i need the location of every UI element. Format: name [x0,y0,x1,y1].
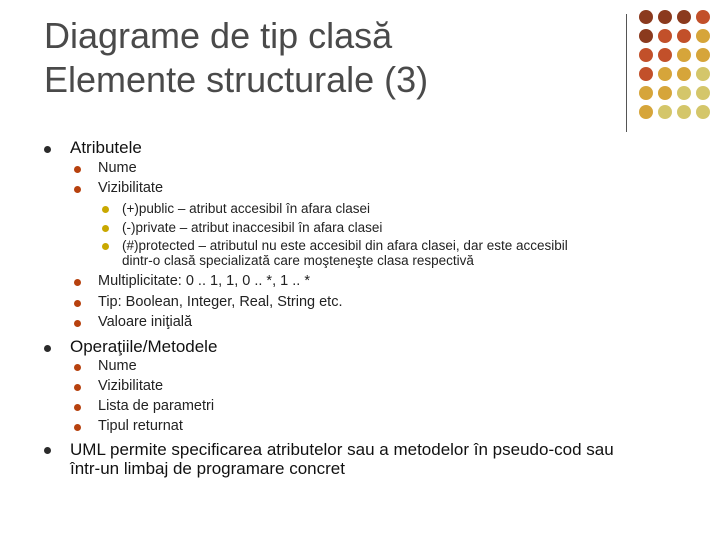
bullet-dot [44,345,51,352]
visibility-item [122,220,382,235]
slide-title-line-2: Elemente structurale (3) [44,59,429,100]
operations-heading: Operaţiile/Metodele [70,337,218,356]
operations-item-label: Vizibilitate [98,378,164,394]
visibility-item-label: (-)private – atribut inaccesibil în afara clasei [122,220,383,235]
attributes-item [98,294,343,310]
bullet-dot [102,206,109,213]
bullet-uml-note [70,440,614,478]
bullet-dot [44,447,51,454]
visibility-item [122,201,370,216]
bullet-dot [102,225,109,232]
attributes-item-label: Nume [98,160,137,176]
visibility-item-protected [122,238,568,268]
protected-line-2: dintr-o clasă specializată care moşteneşte clasa respectivă [122,253,474,268]
bullet-operations [70,337,217,357]
operations-item-label: Tipul returnat [98,418,183,434]
attributes-item [98,160,137,176]
bullet-dot [74,300,81,307]
attributes-item [98,273,310,289]
bullet-dot [74,186,81,193]
bullet-dot [74,166,81,173]
attributes-item [98,180,163,196]
attributes-item-label: Multiplicitate: 0 .. 1, 1, 0 .. *, 1 .. * [98,273,310,289]
bullet-dot [102,243,109,250]
operations-item [98,418,183,434]
operations-item [98,358,137,374]
operations-item-label: Lista de parametri [98,398,215,414]
bullet-dot [74,404,81,411]
attributes-item-label: Tip: Boolean, Integer, Real, String etc. [98,294,343,310]
bullet-dot [74,279,81,286]
protected-line-1: (#)protected – atributul nu este accesibil din afara clasei, dar este accesibil [122,238,568,253]
operations-item-label: Nume [98,358,137,374]
operations-item [98,398,214,414]
attributes-item-label: Vizibilitate [98,180,164,196]
attributes-item-label: Valoare iniţială [98,314,193,330]
attributes-item [98,314,192,330]
uml-note-line-1: UML permite specificarea atributelor sau a metodelor în pseudo-cod sau [70,440,614,459]
operations-item [98,378,163,394]
bullet-dot [74,384,81,391]
visibility-item-label: (+)public – atribut accesibil în afara clasei [122,201,370,216]
bullet-dot [44,146,51,153]
bullet-dot [74,320,81,327]
bullet-attributes [70,138,142,158]
bullet-dot [74,424,81,431]
uml-note-line-2: într-un limbaj de programare concret [70,459,345,478]
attributes-heading: Atributele [70,138,142,157]
slide-title-line-1: Diagrame de tip clasă [44,15,393,56]
bullet-dot [74,364,81,371]
